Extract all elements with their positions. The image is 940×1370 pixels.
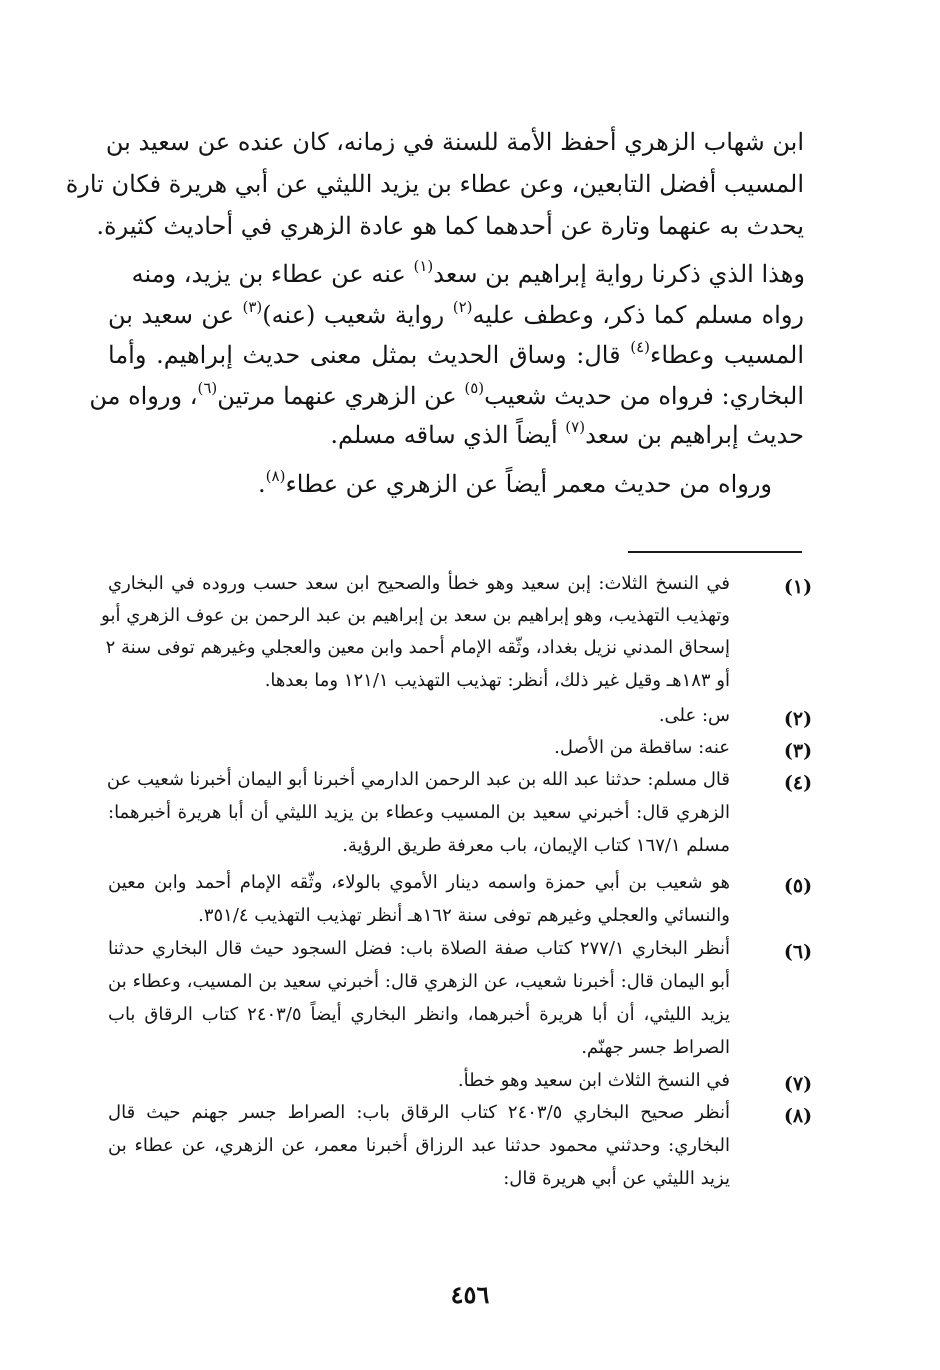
footnote-ref-3[interactable]: (٣) bbox=[242, 298, 263, 316]
footnote-4-line-3: مسلم ١٦٧/١ كتاب الإيمان، باب معرفة طريق الرؤية. bbox=[342, 835, 730, 856]
footnote-ref-7[interactable]: (٧) bbox=[565, 418, 586, 436]
footnote-number-5: (٥) bbox=[783, 875, 813, 897]
body-line-3: يحدث به عنهما وتارة عن أحدهما كما هو عادة الزهري في أحاديث كثيرة. bbox=[96, 212, 804, 240]
footnote-number-2: (٢) bbox=[783, 708, 813, 730]
footnote-8-line-3: يزيد الليثي عن أبي هريرة قال: bbox=[503, 1168, 730, 1189]
footnote-ref-2[interactable]: (٢) bbox=[452, 298, 473, 316]
body-line-8-text: حديث إبراهيم بن سعد bbox=[585, 421, 804, 449]
footnote-6-line-2: أبو اليمان قال: أخبرنا شعيب، عن الزهري قال: أخبرني سعيد بن المسيب، وعطاء بن bbox=[108, 971, 730, 992]
footnote-number-7: (٧) bbox=[783, 1073, 813, 1095]
body-line-8-text-b: أيضاً الذي ساقه مسلم. bbox=[330, 421, 566, 449]
footnote-8-line-1: أنظر صحيح البخاري ٢٤٠٣/٥ كتاب الرقاق باب: الصراط جسر جهنم حيث قال bbox=[108, 1102, 730, 1123]
footnote-number-6: (٦) bbox=[783, 941, 813, 963]
footnote-5-line-2: والنسائي والعجلي وغيرهم توفى سنة ١٦٢هـ أنظر تهذيب التهذيب ٣٥١/٤. bbox=[198, 905, 730, 926]
footnote-ref-5[interactable]: (٥) bbox=[464, 379, 485, 397]
footnote-7-line-1: في النسخ الثلاث ابن سعيد وهو خطأ. bbox=[457, 1070, 730, 1091]
body-line-9 bbox=[258, 469, 772, 498]
body-line-5-text: رواه مسلم كما ذكر، وعطف عليه bbox=[472, 301, 805, 329]
footnote-6-line-3: يزيد الليثي، أن أبا هريرة أخبرهما، وانظر البخاري أيضاً ٢٤٠٣/٥ كتاب الرقاق باب bbox=[108, 1004, 730, 1025]
body-line-4-text: وهذا الذي ذكرنا رواية إبراهيم بن سعد bbox=[433, 260, 805, 288]
footnote-3-line-1: عنه: ساقطة من الأصل. bbox=[554, 737, 730, 758]
body-line-8 bbox=[330, 420, 804, 449]
body-line-9-end: . bbox=[258, 470, 266, 498]
body-line-5 bbox=[108, 300, 804, 329]
body-line-4-text-b: عنه عن عطاء بن يزيد، ومنه bbox=[131, 260, 414, 288]
body-line-2: المسيب أفضل التابعين، وعن عطاء بن يزيد الليثي عن أبي هريرة فكان تارة bbox=[65, 170, 804, 198]
body-line-6 bbox=[108, 340, 804, 369]
body-line-7-text: البخاري: فرواه من حديث شعيب bbox=[484, 382, 804, 410]
body-line-7-text-b: عن الزهري عنهما مرتين bbox=[217, 382, 465, 410]
body-line-6-text-b: قال: وساق الحديث بمثل معنى حديث إبراهيم. وأما bbox=[108, 341, 631, 369]
body-line-1: ابن شهاب الزهري أحفظ الأمة للسنة في زمانه، كان عنده عن سعيد بن bbox=[105, 128, 804, 156]
footnote-ref-8[interactable]: (٨) bbox=[265, 467, 286, 485]
footnote-1-line-1: في النسخ الثلاث: إبن سعيد وهو خطأ والصحيح ابن سعد حسب وروده في البخاري bbox=[108, 573, 730, 594]
footnote-number-4: (٤) bbox=[783, 772, 813, 794]
footnote-ref-4[interactable]: (٤) bbox=[630, 338, 651, 356]
footnote-ref-1[interactable]: (١) bbox=[413, 257, 434, 275]
body-line-4 bbox=[132, 259, 805, 288]
footnote-5-line-1: هو شعيب بن أبي حمزة واسمه دينار الأموي بالولاء، وثّقه الإمام أحمد وابن معين bbox=[108, 872, 730, 893]
footnote-8-line-2: البخاري: وحدثني محمود حدثنا عبد الرزاق أخبرنا معمر، عن الزهري، عن عطاء بن bbox=[108, 1135, 730, 1156]
footnote-ref-6[interactable]: (٦) bbox=[197, 379, 218, 397]
body-line-9-text: ورواه من حديث معمر أيضاً عن الزهري عن عطاء bbox=[285, 470, 772, 498]
footnote-4-line-2: الزهري قال: أخبرني سعيد بن المسيب وعطاء بن يزيد الليثي أن أبا هريرة أخبرهما: bbox=[108, 802, 730, 823]
footnote-4-line-1: قال مسلم: حدثنا عبد الله بن عبد الرحمن الدارمي أخبرنا أبو اليمان أخبرنا شعيب عن bbox=[106, 769, 730, 790]
footnote-2-line-1: س: على. bbox=[658, 705, 730, 726]
footnote-number-3: (٣) bbox=[783, 740, 813, 762]
footnote-6-line-1: أنظر البخاري ٢٧٧/١ كتاب صفة الصلاة باب: فضل السجود حيث قال البخاري حدثنا bbox=[108, 938, 730, 959]
body-line-6-text: المسيب وعطاء bbox=[650, 341, 804, 369]
body-line-5-text-c: عن سعيد بن bbox=[108, 301, 243, 329]
page-number: ٤٥٦ bbox=[450, 1280, 490, 1309]
body-line-5-text-b: رواية شعيب (عنه) bbox=[262, 301, 453, 329]
footnote-1-line-4: أو ١٨٣هـ وقيل غير ذلك، أنظر: تهذيب التهذيب ١٢١/١ وما بعدها. bbox=[264, 670, 730, 691]
footnote-1-line-2: وتهذيب التهذيب، وهو إبراهيم بن سعد بن إبراهيم بن عبد الرحمن بن عوف الزهري أبو bbox=[101, 605, 730, 626]
footnote-separator bbox=[628, 551, 802, 553]
body-line-7 bbox=[89, 379, 804, 410]
body-line-7-text-c: ، ورواه من bbox=[89, 382, 198, 410]
footnote-1-line-3: إسحاق المدني نزيل بغداد، وثّقه الإمام أحمد وابن معين والعجلي وغيرهم توفى سنة ٢ bbox=[105, 637, 730, 658]
footnote-6-line-4: الصراط جسر جهنّم. bbox=[581, 1037, 730, 1058]
footnote-number-8: (٨) bbox=[783, 1105, 813, 1127]
footnote-number-1: (١) bbox=[783, 576, 813, 598]
